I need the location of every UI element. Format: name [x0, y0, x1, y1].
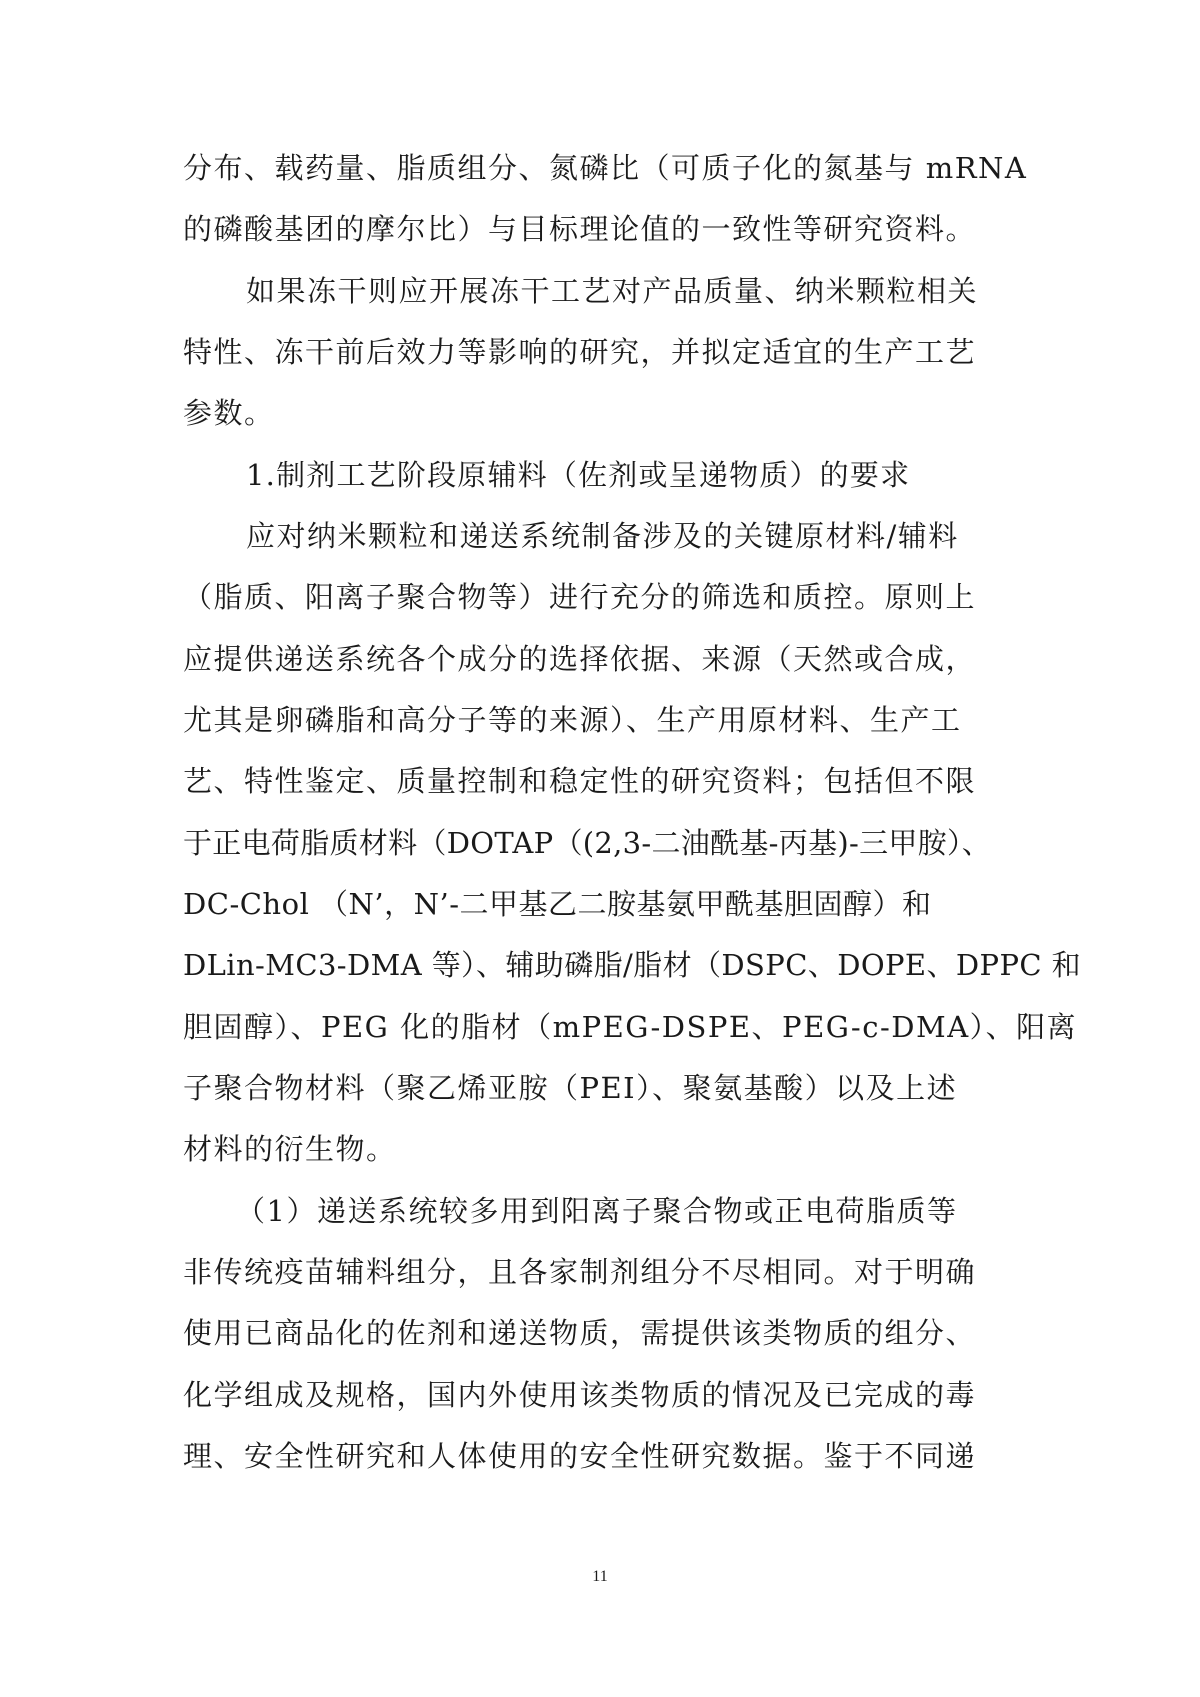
text-line: 化学组成及规格，国内外使用该类物质的情况及已完成的毒: [183, 1378, 977, 1412]
page-number: 11: [592, 1568, 608, 1585]
text-line: 非传统疫苗辅料组分，且各家制剂组分不尽相同。对于明确: [183, 1255, 977, 1289]
text-line: DC-Chol （N’，N’-二甲基乙二胺基氨甲酰基胆固醇）和: [183, 887, 932, 921]
text-line: 尤其是卵磷脂和高分子等的来源）、生产用原材料、生产工: [183, 703, 962, 737]
text-line: 应提供递送系统各个成分的选择依据、来源（天然或合成，: [183, 642, 977, 676]
text-line: 子聚合物材料（聚乙烯亚胺（PEI）、聚氨基酸）以及上述: [183, 1071, 958, 1105]
section-heading: 1.制剂工艺阶段原辅料（佐剂或呈递物质）的要求: [246, 458, 911, 492]
text-line: 艺、特性鉴定、质量控制和稳定性的研究资料；包括但不限: [183, 764, 977, 798]
text-line: 材料的衍生物。: [183, 1132, 397, 1166]
text-line: 分布、载药量、脂质组分、氮磷比（可质子化的氮基与 mRNA: [183, 151, 1028, 185]
text-line: （脂质、阳离子聚合物等）进行充分的筛选和质控。原则上: [183, 580, 977, 614]
text-line: 参数。: [183, 396, 275, 430]
paragraph-first-line: 如果冻干则应开展冻干工艺对产品质量、纳米颗粒相关: [246, 274, 979, 308]
text-line: 使用已商品化的佐剂和递送物质，需提供该类物质的组分、: [183, 1316, 977, 1350]
paragraph-first-line: （1）递送系统较多用到阳离子聚合物或正电荷脂质等: [236, 1194, 958, 1228]
text-line: 于正电荷脂质材料（DOTAP（(2,3-二油酰基-丙基)-三甲胺）、: [183, 826, 992, 860]
text-line: 胆固醇）、PEG 化的脂材（mPEG-DSPE、PEG-c-DMA）、阳离: [183, 1010, 1078, 1044]
text-line: 特性、冻干前后效力等影响的研究，并拟定适宜的生产工艺: [183, 335, 977, 369]
text-line: DLin-MC3-DMA 等）、辅助磷脂/脂材（DSPC、DOPE、DPPC 和: [183, 948, 1081, 982]
text-line: 理、安全性研究和人体使用的安全性研究数据。鉴于不同递: [183, 1439, 977, 1473]
paragraph-first-line: 应对纳米颗粒和递送系统制备涉及的关键原材料/辅料: [246, 519, 959, 553]
text-line: 的磷酸基团的摩尔比）与目标理论值的一致性等研究资料。: [183, 212, 977, 246]
